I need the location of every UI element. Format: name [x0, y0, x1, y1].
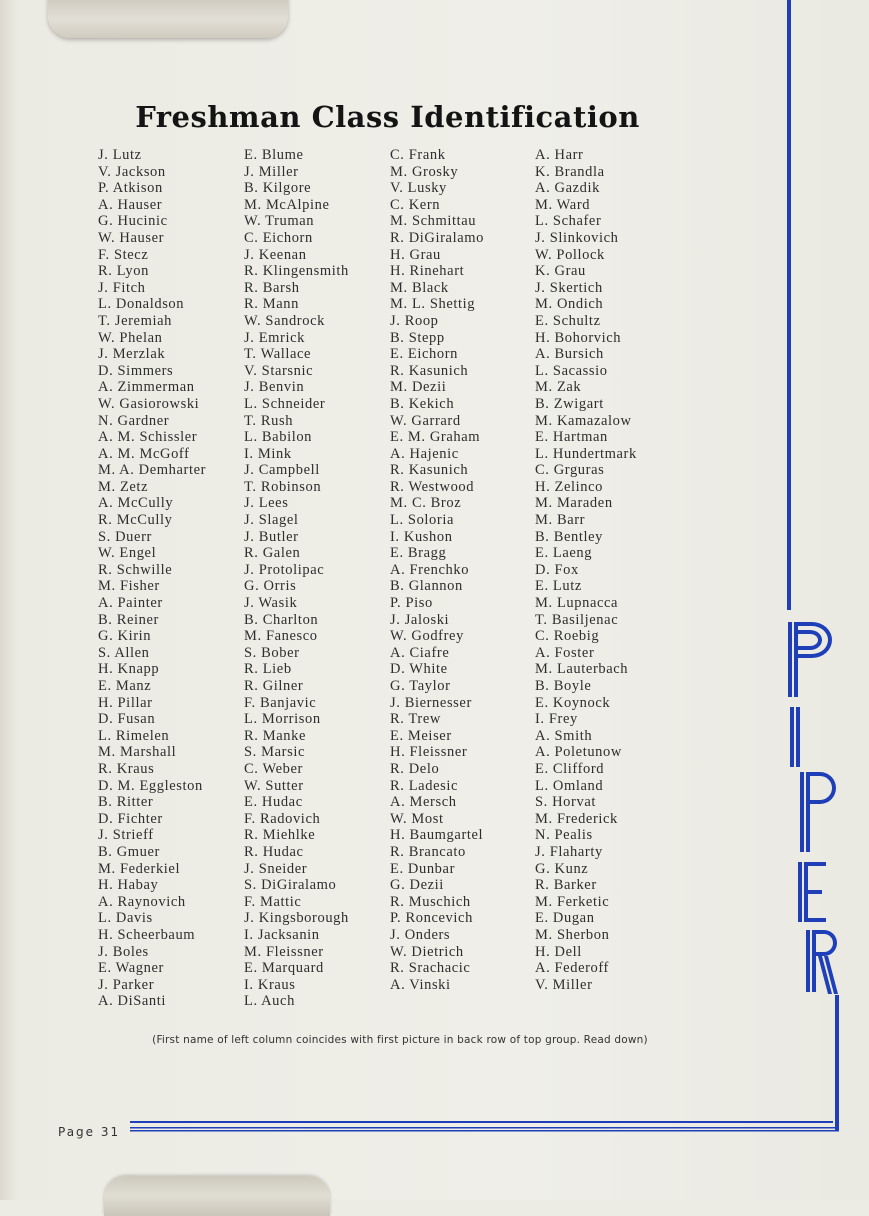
- name-entry: M. Fisher: [98, 578, 160, 595]
- name-entry: N. Pealis: [535, 827, 593, 844]
- name-entry: R. Brancato: [390, 843, 466, 860]
- name-entry: A. Federoff: [535, 960, 609, 977]
- name-entry: E. Laeng: [535, 545, 593, 562]
- name-entry: B. Gmuer: [98, 843, 160, 860]
- name-columns: [0, 147, 780, 1017]
- name-entry: M. Frederick: [535, 810, 618, 827]
- name-entry: J. Miller: [244, 163, 299, 180]
- name-entry: W. Godfrey: [390, 628, 464, 645]
- name-entry: G. Orris: [244, 578, 297, 595]
- name-entry: S. Marsic: [244, 744, 305, 761]
- name-entry: C. Frank: [390, 147, 446, 163]
- page-title: Freshman Class Identification: [135, 100, 640, 134]
- name-entry: J. Kingsborough: [244, 910, 349, 927]
- name-entry: M. Federkiel: [98, 860, 181, 877]
- name-entry: M. Maraden: [535, 495, 613, 512]
- name-entry: A. DiSanti: [98, 993, 167, 1010]
- name-entry: A. Painter: [98, 595, 163, 612]
- name-entry: J. Merzlak: [98, 346, 166, 363]
- name-entry: E. Blume: [244, 147, 304, 163]
- name-entry: I. Kushon: [390, 528, 453, 545]
- name-entry: L. Schneider: [244, 395, 326, 412]
- name-entry: G. Kirin: [98, 628, 152, 645]
- name-entry: A. Harr: [535, 147, 584, 163]
- name-entry: E. Meiser: [390, 727, 452, 744]
- name-entry: J. Lees: [244, 495, 289, 512]
- name-entry: T. Robinson: [244, 478, 322, 495]
- name-entry: G. Kunz: [535, 860, 589, 877]
- name-entry: W. Sandrock: [244, 312, 325, 329]
- name-entry: E. Schultz: [535, 312, 601, 329]
- name-entry: H. Bohorvich: [535, 329, 622, 346]
- name-entry: L. Davis: [98, 910, 153, 927]
- name-entry: D. Fichter: [98, 810, 163, 827]
- name-entry: E. Wagner: [98, 960, 164, 977]
- name-entry: A. Foster: [535, 644, 595, 661]
- name-entry: W. Pollock: [535, 246, 605, 263]
- name-entry: W. Phelan: [98, 329, 163, 346]
- name-entry: H. Rinehart: [390, 263, 465, 280]
- name-entry: S. Allen: [98, 644, 150, 661]
- name-entry: J. Protolipac: [244, 561, 325, 578]
- name-entry: R. Delo: [390, 760, 440, 777]
- name-entry: E. Hudac: [244, 794, 303, 811]
- name-entry: R. Srachacic: [390, 960, 471, 977]
- name-entry: D. White: [390, 661, 448, 678]
- name-entry: W. Dietrich: [390, 943, 464, 960]
- name-entry: N. Gardner: [98, 412, 170, 429]
- page-number: Page 31: [58, 1125, 121, 1139]
- name-entry: L. Hundertmark: [535, 445, 637, 462]
- name-entry: A. Frenchko: [390, 561, 470, 578]
- name-entry: G. Taylor: [390, 678, 451, 694]
- name-entry: R. Hudac: [244, 843, 304, 860]
- name-entry: A. M. McGoff: [98, 445, 190, 462]
- name-entry: R. Kasunich: [390, 462, 469, 479]
- name-entry: A. Gazdik: [535, 180, 600, 197]
- name-entry: V. Jackson: [98, 163, 166, 180]
- name-entry: R. Manke: [244, 727, 306, 744]
- name-entry: A. Mersch: [390, 794, 457, 811]
- name-entry: J. Keenan: [244, 246, 307, 263]
- name-entry: H. Dell: [535, 943, 582, 960]
- name-entry: R. Trew: [390, 711, 441, 728]
- name-entry: A. Zimmerman: [98, 379, 195, 396]
- name-entry: M. Grosky: [390, 163, 459, 180]
- name-entry: S. DiGiralamo: [244, 877, 337, 894]
- name-entry: H. Habay: [98, 877, 159, 894]
- name-entry: M. Black: [390, 279, 449, 296]
- name-column-2: [244, 147, 349, 1010]
- name-entry: T. Wallace: [244, 346, 312, 363]
- name-entry: R. Kasunich: [390, 362, 469, 379]
- name-entry: J. Parker: [98, 976, 155, 993]
- name-entry: I. Jacksanin: [244, 926, 320, 943]
- name-entry: C. Eichorn: [244, 229, 313, 246]
- name-entry: M. McAlpine: [244, 196, 330, 213]
- name-entry: G. Hucinic: [98, 213, 168, 230]
- name-entry: B. Glannon: [390, 578, 463, 595]
- name-entry: I. Kraus: [244, 976, 296, 993]
- name-entry: D. Fox: [535, 561, 579, 578]
- name-entry: M. Ondich: [535, 296, 604, 313]
- name-entry: H. Pillar: [98, 694, 153, 711]
- vertical-rule-top: [787, 0, 791, 610]
- name-entry: A. Vinski: [390, 976, 451, 993]
- name-entry: R. Kraus: [98, 760, 155, 777]
- name-entry: E. Dunbar: [390, 860, 455, 877]
- name-entry: B. Reiner: [98, 611, 159, 628]
- name-entry: A. M. Schissler: [98, 429, 198, 446]
- name-entry: D. Simmers: [98, 362, 174, 379]
- name-entry: M. Lauterbach: [535, 661, 629, 678]
- name-entry: E. Manz: [98, 678, 152, 694]
- name-entry: L. Morrison: [244, 711, 321, 728]
- name-entry: E. Eichorn: [390, 346, 459, 363]
- name-entry: J. Benvin: [244, 379, 305, 396]
- name-entry: T. Rush: [244, 412, 294, 429]
- name-entry: E. Clifford: [535, 760, 605, 777]
- name-entry: M. Zak: [535, 379, 582, 396]
- name-entry: M. L. Shettig: [390, 296, 476, 313]
- name-entry: I. Mink: [244, 445, 292, 462]
- name-entry: M. Dezii: [390, 379, 447, 396]
- name-entry: E. Bragg: [390, 545, 447, 562]
- name-entry: B. Zwigart: [535, 395, 604, 412]
- name-entry: W. Sutter: [244, 777, 304, 794]
- name-entry: A. Poletunow: [535, 744, 622, 761]
- name-entry: J. Biernesser: [390, 694, 472, 711]
- name-entry: K. Grau: [535, 263, 586, 280]
- name-entry: I. Frey: [535, 711, 578, 728]
- name-entry: B. Charlton: [244, 611, 319, 628]
- name-entry: B. Stepp: [390, 329, 445, 346]
- name-entry: M. Sherbon: [535, 926, 610, 943]
- name-entry: E. Marquard: [244, 960, 324, 977]
- name-entry: E. Hartman: [535, 429, 608, 446]
- name-entry: A. Hauser: [98, 196, 163, 213]
- name-entry: M. Fleissner: [244, 943, 324, 960]
- name-entry: M. Ward: [535, 196, 591, 213]
- name-entry: V. Miller: [535, 976, 593, 993]
- name-entry: R. Miehlke: [244, 827, 316, 844]
- name-entry: R. Ladesic: [390, 777, 459, 794]
- name-entry: B. Kekich: [390, 395, 455, 412]
- name-entry: A. Hajenic: [390, 445, 459, 462]
- name-entry: L. Omland: [535, 777, 604, 794]
- name-entry: F. Stecz: [98, 246, 149, 263]
- name-entry: L. Soloria: [390, 512, 454, 529]
- name-entry: M. Zetz: [98, 478, 149, 495]
- name-entry: B. Kilgore: [244, 180, 312, 197]
- monogram-text: PIPER: [780, 612, 784, 613]
- name-entry: B. Ritter: [98, 794, 154, 811]
- name-entry: E. M. Graham: [390, 429, 481, 446]
- name-entry: R. McCully: [98, 512, 173, 529]
- name-entry: P. Atkison: [98, 180, 163, 197]
- name-entry: A. Ciafre: [390, 644, 450, 661]
- reading-instructions: (First name of left column coincides with first picture in back row of top group. Read down): [152, 1034, 648, 1046]
- name-entry: R. Schwille: [98, 561, 173, 578]
- name-entry: M. Schmittau: [390, 213, 477, 230]
- name-entry: D. Fusan: [98, 711, 156, 728]
- name-entry: H. Knapp: [98, 661, 160, 678]
- name-entry: M. Ferketic: [535, 893, 610, 910]
- vertical-rule-bottom: [835, 995, 839, 1130]
- name-entry: W. Most: [390, 810, 444, 827]
- name-entry: W. Engel: [98, 545, 157, 562]
- name-entry: L. Donaldson: [98, 296, 185, 313]
- name-column-3: [390, 147, 484, 993]
- name-entry: R. Lyon: [98, 263, 149, 280]
- name-entry: P. Roncevich: [390, 910, 473, 927]
- binder-clip-bottom: [104, 1176, 330, 1216]
- name-entry: J. Skertich: [535, 279, 603, 296]
- name-entry: T. Jeremiah: [98, 312, 172, 329]
- name-entry: W. Truman: [244, 213, 315, 230]
- name-entry: M. C. Broz: [390, 495, 462, 512]
- name-entry: S. Bober: [244, 644, 300, 661]
- name-entry: R. Muschich: [390, 893, 471, 910]
- name-entry: J. Slagel: [244, 512, 299, 529]
- name-entry: C. Roebig: [535, 628, 600, 645]
- name-entry: J. Wasik: [244, 595, 298, 612]
- name-entry: C. Kern: [390, 196, 441, 213]
- name-column-1: [98, 147, 206, 1010]
- name-entry: M. Lupnacca: [535, 595, 619, 612]
- name-entry: M. Barr: [535, 512, 586, 529]
- name-entry: V. Starsnic: [244, 362, 314, 379]
- name-entry: J. Onders: [390, 926, 451, 943]
- name-entry: L. Schafer: [535, 213, 602, 230]
- binder-clip-top: [48, 0, 288, 38]
- name-entry: V. Lusky: [390, 180, 447, 197]
- name-entry: J. Strieff: [98, 827, 154, 844]
- name-entry: M. Fanesco: [244, 628, 318, 645]
- name-entry: W. Hauser: [98, 229, 165, 246]
- name-entry: A. Smith: [535, 727, 593, 744]
- name-entry: F. Banjavic: [244, 694, 317, 711]
- name-entry: H. Grau: [390, 246, 441, 263]
- name-entry: R. Klingensmith: [244, 263, 349, 280]
- name-entry: R. DiGiralamo: [390, 229, 484, 246]
- name-entry: M. Kamazalow: [535, 412, 632, 429]
- name-entry: A. McCully: [98, 495, 174, 512]
- name-entry: R. Gilner: [244, 678, 304, 694]
- name-entry: H. Baumgartel: [390, 827, 484, 844]
- name-entry: C. Weber: [244, 760, 303, 777]
- name-entry: D. M. Eggleston: [98, 777, 203, 794]
- bottom-rule: [130, 1127, 839, 1133]
- name-entry: M. A. Demharter: [98, 462, 207, 479]
- name-entry: B. Bentley: [535, 528, 604, 545]
- name-entry: T. Basiljenac: [535, 611, 619, 628]
- name-entry: E. Dugan: [535, 910, 595, 927]
- name-entry: H. Zelinco: [535, 478, 604, 495]
- name-entry: P. Piso: [390, 595, 433, 612]
- name-entry: R. Galen: [244, 545, 301, 562]
- name-entry: L. Sacassio: [535, 362, 608, 379]
- name-entry: R. Mann: [244, 296, 299, 313]
- name-entry: E. Koynock: [535, 694, 611, 711]
- name-entry: J. Boles: [98, 943, 149, 960]
- name-entry: F. Mattic: [244, 893, 302, 910]
- name-entry: J. Flaharty: [535, 843, 603, 860]
- piper-monogram: [780, 612, 850, 997]
- name-entry: H. Fleissner: [390, 744, 468, 761]
- name-entry: M. Marshall: [98, 744, 177, 761]
- name-entry: B. Boyle: [535, 678, 592, 694]
- name-entry: F. Radovich: [244, 810, 321, 827]
- name-entry: G. Dezii: [390, 877, 444, 894]
- name-entry: J. Roop: [390, 312, 439, 329]
- name-entry: R. Barsh: [244, 279, 300, 296]
- name-entry: S. Horvat: [535, 794, 596, 811]
- name-entry: L. Rimelen: [98, 727, 170, 744]
- name-entry: C. Grguras: [535, 462, 605, 479]
- piper-monogram-letters: [788, 622, 838, 994]
- name-entry: A. Raynovich: [98, 893, 186, 910]
- name-entry: E. Lutz: [535, 578, 582, 595]
- name-entry: J. Campbell: [244, 462, 320, 479]
- name-entry: J. Sneider: [244, 860, 308, 877]
- name-entry: H. Scheerbaum: [98, 926, 196, 943]
- name-entry: L. Auch: [244, 993, 295, 1010]
- name-entry: L. Babilon: [244, 429, 313, 446]
- name-entry: W. Gasiorowski: [98, 395, 200, 412]
- name-column-4: [535, 147, 637, 993]
- name-entry: R. Westwood: [390, 478, 475, 495]
- name-entry: K. Brandla: [535, 163, 605, 180]
- name-entry: J. Lutz: [98, 147, 142, 163]
- name-entry: W. Garrard: [390, 412, 461, 429]
- name-entry: J. Emrick: [244, 329, 305, 346]
- name-entry: J. Fitch: [98, 279, 146, 296]
- name-entry: J. Slinkovich: [535, 229, 619, 246]
- name-entry: J. Jaloski: [390, 611, 450, 628]
- name-entry: A. Bursich: [535, 346, 604, 363]
- name-entry: R. Lieb: [244, 661, 292, 678]
- bottom-rule-thin: [130, 1121, 833, 1123]
- name-entry: S. Duerr: [98, 528, 152, 545]
- name-entry: J. Butler: [244, 528, 299, 545]
- name-entry: R. Barker: [535, 877, 597, 894]
